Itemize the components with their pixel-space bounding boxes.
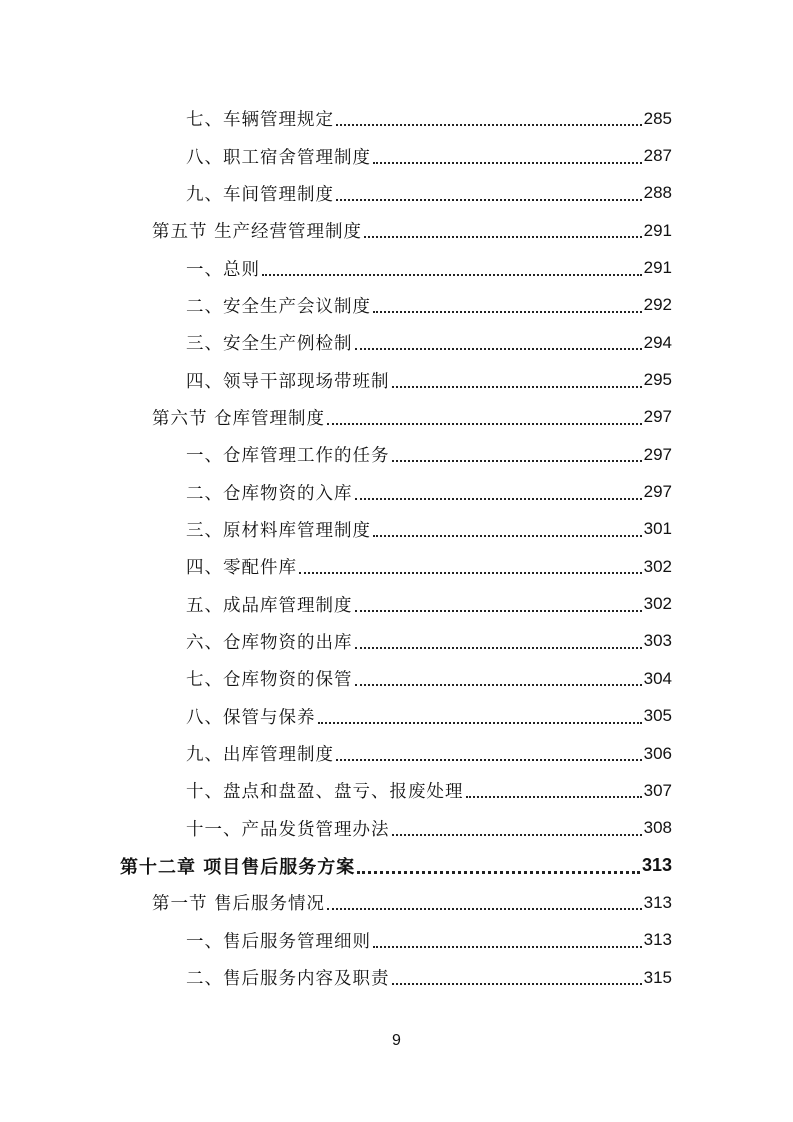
toc-entry-label: 一、总则 <box>186 259 260 280</box>
toc-item-entry[interactable] <box>0 249 793 286</box>
toc-entry-page-number: 294 <box>643 332 672 352</box>
toc-entry-page-number: 292 <box>643 295 672 315</box>
toc-entry-page-number: 297 <box>643 444 672 464</box>
toc-entry-page-number: 291 <box>643 220 672 240</box>
toc-dot-leader <box>392 833 642 836</box>
toc-entry-label: 第五节 生产经营管理制度 <box>152 222 363 243</box>
toc-entry-label: 三、安全生产例检制 <box>186 334 353 355</box>
toc-entry-label: 四、领导干部现场带班制 <box>186 371 390 392</box>
toc-entry-page-number: 306 <box>643 743 672 763</box>
toc-entry-page-number: 313 <box>643 892 672 912</box>
toc-item-entry[interactable] <box>0 585 793 622</box>
toc-item-entry[interactable] <box>0 735 793 772</box>
toc-entry-label: 二、仓库物资的入库 <box>186 483 353 504</box>
toc-entry-page-number: 302 <box>643 594 672 614</box>
toc-item-entry[interactable] <box>0 361 793 398</box>
toc-entry-label: 十一、产品发货管理办法 <box>186 819 390 840</box>
table-of-contents <box>0 100 793 996</box>
toc-entry-label: 四、零配件库 <box>186 558 297 579</box>
toc-section-entry[interactable] <box>0 399 793 436</box>
toc-entry-label: 二、售后服务内容及职责 <box>186 969 390 990</box>
toc-entry-label: 八、保管与保养 <box>186 707 316 728</box>
toc-item-entry[interactable] <box>0 175 793 212</box>
toc-entry-page-number: 295 <box>643 370 672 390</box>
toc-item-entry[interactable] <box>0 959 793 996</box>
toc-entry-label: 八、职工宿舍管理制度 <box>186 147 371 168</box>
toc-dot-leader <box>355 683 642 686</box>
toc-dot-leader <box>336 198 642 201</box>
toc-dot-leader <box>262 273 642 276</box>
toc-entry-page-number: 288 <box>643 183 672 203</box>
toc-dot-leader <box>355 609 642 612</box>
toc-entry-label: 九、车间管理制度 <box>186 184 334 205</box>
toc-item-entry[interactable] <box>0 137 793 174</box>
toc-entry-label: 六、仓库物资的出库 <box>186 632 353 653</box>
toc-item-entry[interactable] <box>0 548 793 585</box>
toc-item-entry[interactable] <box>0 287 793 324</box>
toc-entry-page-number: 313 <box>641 855 672 876</box>
toc-entry-label: 九、出库管理制度 <box>186 745 334 766</box>
toc-entry-page-number: 303 <box>643 631 672 651</box>
toc-item-entry[interactable] <box>0 436 793 473</box>
toc-item-entry[interactable] <box>0 473 793 510</box>
toc-entry-page-number: 313 <box>643 930 672 950</box>
toc-entry-label: 第一节 售后服务情况 <box>152 894 326 915</box>
toc-dot-leader <box>373 945 642 948</box>
toc-item-entry[interactable] <box>0 698 793 735</box>
toc-entry-page-number: 315 <box>643 967 672 987</box>
toc-item-entry[interactable] <box>0 922 793 959</box>
toc-entry-label: 第六节 仓库管理制度 <box>152 408 326 429</box>
toc-item-entry[interactable] <box>0 772 793 809</box>
toc-entry-page-number: 308 <box>643 818 672 838</box>
toc-entry-label: 一、仓库管理工作的任务 <box>186 446 390 467</box>
toc-dot-leader <box>336 758 642 761</box>
toc-dot-leader <box>364 235 642 238</box>
toc-entry-label: 十、盘点和盘盈、盘亏、报废处理 <box>186 782 464 803</box>
toc-section-entry[interactable] <box>0 884 793 921</box>
toc-dot-leader <box>336 123 642 126</box>
page-number: 9 <box>392 1032 401 1049</box>
toc-dot-leader <box>318 721 642 724</box>
toc-entry-page-number: 301 <box>643 519 672 539</box>
toc-entry-page-number: 302 <box>643 556 672 576</box>
toc-dot-leader <box>373 310 642 313</box>
toc-dot-leader <box>392 459 642 462</box>
toc-item-entry[interactable] <box>0 511 793 548</box>
toc-dot-leader <box>327 907 642 910</box>
toc-entry-page-number: 297 <box>643 482 672 502</box>
toc-dot-leader <box>392 982 642 985</box>
toc-entry-label: 三、原材料库管理制度 <box>186 520 371 541</box>
toc-entry-page-number: 297 <box>643 407 672 427</box>
toc-entry-page-number: 304 <box>643 668 672 688</box>
toc-entry-label: 七、仓库物资的保管 <box>186 670 353 691</box>
toc-dot-leader <box>392 385 642 388</box>
toc-dot-leader <box>373 161 642 164</box>
toc-entry-page-number: 285 <box>643 108 672 128</box>
toc-entry-label: 七、车辆管理规定 <box>186 110 334 131</box>
toc-dot-leader <box>373 534 642 537</box>
toc-dot-leader <box>466 795 642 798</box>
toc-entry-page-number: 307 <box>643 780 672 800</box>
toc-entry-label: 第十二章 项目售后服务方案 <box>120 856 356 878</box>
toc-item-entry[interactable] <box>0 324 793 361</box>
toc-entry-page-number: 305 <box>643 706 672 726</box>
toc-item-entry[interactable] <box>0 100 793 137</box>
toc-dot-leader <box>355 347 642 350</box>
toc-entry-label: 一、售后服务管理细则 <box>186 931 371 952</box>
toc-dot-leader <box>355 497 642 500</box>
toc-chapter-entry[interactable] <box>0 847 793 884</box>
toc-entry-page-number: 287 <box>643 146 672 166</box>
toc-item-entry[interactable] <box>0 660 793 697</box>
toc-section-entry[interactable] <box>0 212 793 249</box>
toc-entry-label: 五、成品库管理制度 <box>186 595 353 616</box>
toc-entry-page-number: 291 <box>643 258 672 278</box>
toc-entry-label: 二、安全生产会议制度 <box>186 296 371 317</box>
toc-dot-leader <box>355 646 642 649</box>
toc-dot-leader <box>299 571 642 574</box>
toc-item-entry[interactable] <box>0 623 793 660</box>
toc-item-entry[interactable] <box>0 810 793 847</box>
toc-dot-leader <box>357 870 640 874</box>
toc-dot-leader <box>327 422 642 425</box>
